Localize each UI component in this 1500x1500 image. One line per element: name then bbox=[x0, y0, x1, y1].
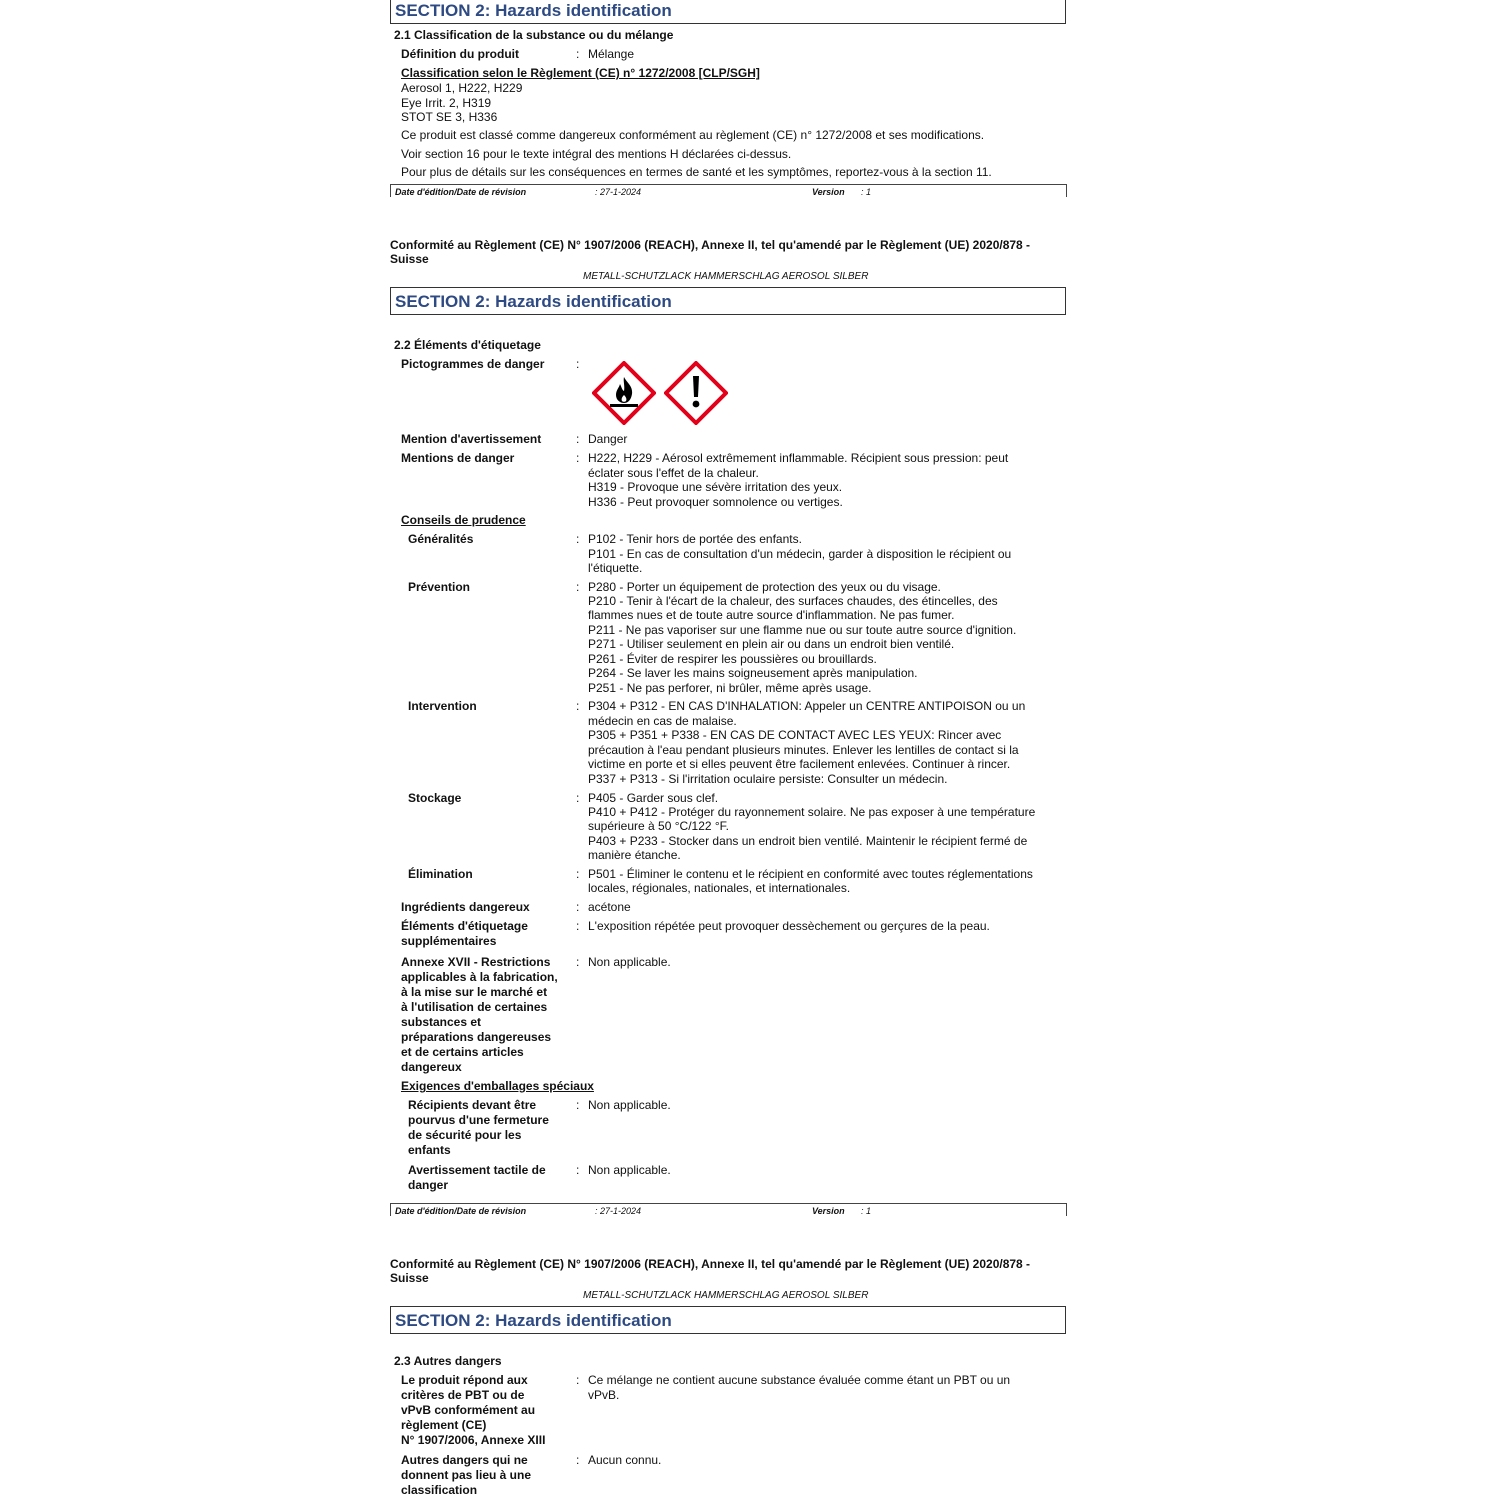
section-title-box bbox=[390, 287, 1066, 315]
section-title: SECTION 2: Hazards identification bbox=[395, 1311, 672, 1330]
regulation-header: Conformité au Règlement (CE) N° 1907/2006 (REACH), Annexe II, tel qu'amendé par le Règlement (UE) 2020/878 - Suisse bbox=[390, 238, 1031, 266]
tactile-warning-label: Avertissement tactile de bbox=[408, 1163, 546, 1177]
prevention-line: flammes nues et de toute autre source d'inflammation. Ne pas fumer. bbox=[588, 608, 955, 622]
pbt-criteria-label: vPvB conformément au bbox=[401, 1403, 536, 1417]
annex-xvii-label: et de certains articles bbox=[401, 1045, 524, 1059]
subsection-2-3-heading: 2.3 Autres dangers bbox=[394, 1354, 502, 1368]
supplementary-value: L'exposition répétée peut provoquer dessèchement ou gerçures de la peau. bbox=[588, 919, 990, 933]
colon: : bbox=[576, 580, 580, 594]
prevention-line: P264 - Se laver les mains soigneusement après manipulation. bbox=[588, 666, 918, 680]
colon: : bbox=[576, 432, 580, 446]
pbt-criteria-value: vPvB. bbox=[588, 1388, 620, 1402]
version-label: Version bbox=[812, 187, 845, 197]
pictograms-label: Pictogrammes de danger bbox=[401, 357, 545, 371]
storage-line: supérieure à 50 °C/122 °F. bbox=[588, 819, 730, 833]
intervention-line: P304 + P312 - EN CAS D'INHALATION: Appeler un CENTRE ANTIPOISON ou un bbox=[588, 699, 1026, 713]
annex-xvii-label: à la mise sur le marché et bbox=[401, 985, 548, 999]
hazardous-ingredients-value: acétone bbox=[588, 900, 631, 914]
product-definition-label: Définition du produit bbox=[401, 47, 519, 61]
general-line: P101 - En cas de consultation d'un médecin, garder à disposition le récipient ou bbox=[588, 547, 1012, 561]
prevention-line: P261 - Éviter de respirer les poussières ou brouillards. bbox=[588, 652, 877, 666]
hazard-statements-label: Mentions de danger bbox=[401, 451, 515, 465]
general-line: l'étiquette. bbox=[588, 561, 643, 575]
pbt-criteria-label: règlement (CE) bbox=[401, 1418, 487, 1432]
section-title-box bbox=[390, 1306, 1066, 1334]
tactile-warning-label: danger bbox=[408, 1178, 449, 1192]
colon: : bbox=[576, 451, 580, 465]
signal-word-value: Danger bbox=[588, 432, 628, 446]
storage-line: manière étanche. bbox=[588, 848, 681, 862]
flame-pictogram-icon bbox=[592, 361, 656, 425]
supplementary-label: supplémentaires bbox=[401, 934, 497, 948]
revision-date-label: Date d'édition/Date de révision bbox=[395, 187, 527, 197]
hazard-statement-line: éclater sous l'effet de la chaleur. bbox=[588, 466, 759, 480]
colon: : bbox=[576, 1373, 580, 1387]
classification-item: STOT SE 3, H336 bbox=[401, 110, 498, 124]
precautionary-heading: Conseils de prudence bbox=[401, 513, 526, 527]
product-name: METALL-SCHUTZLACK HAMMERSCHLAG AEROSOL SILBER bbox=[583, 1290, 869, 1301]
intervention-label: Intervention bbox=[408, 699, 477, 713]
prevention-line: P280 - Porter un équipement de protection des yeux ou du visage. bbox=[588, 580, 941, 594]
intervention-line: P305 + P351 + P338 - EN CAS DE CONTACT AVEC LES YEUX: Rincer avec bbox=[588, 728, 1002, 742]
pbt-criteria-value: Ce mélange ne contient aucune substance évaluée comme étant un PBT ou un bbox=[588, 1373, 1011, 1387]
other-hazards-label: donnent pas lieu à une bbox=[401, 1468, 532, 1482]
annex-xvii-label: applicables à la fabrication, bbox=[401, 970, 558, 984]
prevention-line: P211 - Ne pas vaporiser sur une flamme nue ou sur toute autre source d'ignition. bbox=[588, 623, 1017, 637]
signal-word-label: Mention d'avertissement bbox=[401, 432, 542, 446]
hazard-statement-line: H336 - Peut provoquer somnolence ou vertiges. bbox=[588, 495, 843, 509]
colon: : bbox=[576, 699, 580, 713]
storage-line: P405 - Garder sous clef. bbox=[588, 791, 719, 805]
pbt-criteria-label: N° 1907/2006, Annexe XIII bbox=[401, 1433, 546, 1447]
annex-xvii-label: dangereux bbox=[401, 1060, 462, 1074]
page-footer bbox=[390, 1203, 1067, 1216]
colon: : bbox=[576, 955, 580, 969]
exclamation-pictogram-icon bbox=[664, 361, 728, 425]
disposal-line: P501 - Éliminer le contenu et le récipient en conformité avec toutes réglementations bbox=[588, 867, 1033, 881]
annex-xvii-label: à l'utilisation de certaines bbox=[401, 1000, 548, 1014]
colon: : bbox=[576, 867, 580, 881]
version-label: Version bbox=[812, 1206, 845, 1216]
colon: : bbox=[576, 1163, 580, 1177]
pbt-criteria-label: Le produit répond aux bbox=[401, 1373, 528, 1387]
colon: : bbox=[576, 1453, 580, 1467]
product-definition-value: Mélange bbox=[588, 47, 635, 61]
pbt-criteria-label: critères de PBT ou de bbox=[401, 1388, 525, 1402]
classification-heading: Classification selon le Règlement (CE) n° 1272/2008 [CLP/SGH] bbox=[401, 66, 760, 80]
annex-xvii-label: substances et bbox=[401, 1015, 482, 1029]
other-hazards-label: classification bbox=[401, 1483, 478, 1497]
disposal-line: locales, régionales, nationales, et internationales. bbox=[588, 881, 851, 895]
page-footer bbox=[390, 184, 1067, 197]
storage-line: P403 + P233 - Stocker dans un endroit bien ventilé. Maintenir le récipient fermé de bbox=[588, 834, 1028, 848]
colon: : bbox=[576, 357, 580, 371]
revision-date-value: : 27-1-2024 bbox=[595, 1206, 642, 1216]
health-effects-note: Pour plus de détails sur les conséquences en termes de santé et les symptômes, reportez-vous à la section 11. bbox=[401, 165, 992, 179]
colon: : bbox=[576, 900, 580, 914]
h-statements-note: Voir section 16 pour le texte intégral des mentions H déclarées ci-dessus. bbox=[401, 147, 792, 161]
supplementary-label: Éléments d'étiquetage bbox=[401, 919, 528, 933]
colon: : bbox=[576, 919, 580, 933]
section-title: SECTION 2: Hazards identification bbox=[395, 292, 672, 311]
storage-label: Stockage bbox=[408, 791, 462, 805]
annex-xvii-label: Annexe XVII - Restrictions bbox=[401, 955, 551, 969]
version-value: : 1 bbox=[861, 187, 872, 197]
prevention-line: P210 - Tenir à l'écart de la chaleur, des surfaces chaudes, des étincelles, des bbox=[588, 594, 998, 608]
regulation-header: Conformité au Règlement (CE) N° 1907/2006 (REACH), Annexe II, tel qu'amendé par le Règlement (UE) 2020/878 - Suisse bbox=[390, 1257, 1031, 1285]
prevention-label: Prévention bbox=[408, 580, 471, 594]
subsection-2-1-heading: 2.1 Classification de la substance ou du mélange bbox=[394, 28, 674, 42]
annex-xvii-value: Non applicable. bbox=[588, 955, 671, 969]
intervention-line: précaution à l'eau pendant plusieurs minutes. Enlever les lentilles de contact si la bbox=[588, 743, 1019, 757]
intervention-line: P337 + P313 - Si l'irritation oculaire persiste: Consulter un médecin. bbox=[588, 772, 948, 786]
classification-item: Eye Irrit. 2, H319 bbox=[401, 96, 492, 110]
other-hazards-value: Aucun connu. bbox=[588, 1453, 662, 1467]
annex-xvii-label: préparations dangereuses bbox=[401, 1030, 552, 1044]
prevention-line: P271 - Utiliser seulement en plein air ou dans un endroit bien ventilé. bbox=[588, 637, 955, 651]
version-value: : 1 bbox=[861, 1206, 872, 1216]
child-closure-label: pourvus d'une fermeture bbox=[408, 1113, 549, 1127]
hazard-statement-line: H222, H229 - Aérosol extrêmement inflammable. Récipient sous pression: peut bbox=[588, 451, 1009, 465]
classification-note: Ce produit est classé comme dangereux conformément au règlement (CE) n° 1272/2008 et ses modifications. bbox=[401, 128, 985, 142]
general-line: P102 - Tenir hors de portée des enfants. bbox=[588, 532, 802, 546]
colon: : bbox=[576, 532, 580, 546]
child-closure-label: enfants bbox=[408, 1143, 451, 1157]
storage-line: P410 + P412 - Protéger du rayonnement solaire. Ne pas exposer à une température bbox=[588, 805, 1036, 819]
tactile-warning-value: Non applicable. bbox=[588, 1163, 671, 1177]
general-label: Généralités bbox=[408, 532, 474, 546]
hazard-statement-line: H319 - Provoque une sévère irritation des yeux. bbox=[588, 480, 843, 494]
revision-date-value: : 27-1-2024 bbox=[595, 187, 642, 197]
product-name: METALL-SCHUTZLACK HAMMERSCHLAG AEROSOL SILBER bbox=[583, 271, 869, 282]
section-title: SECTION 2: Hazards identification bbox=[395, 1, 672, 20]
disposal-label: Élimination bbox=[408, 867, 473, 881]
revision-date-label: Date d'édition/Date de révision bbox=[395, 1206, 527, 1216]
child-closure-label: de sécurité pour les bbox=[408, 1128, 522, 1142]
colon: : bbox=[576, 791, 580, 805]
intervention-line: médecin en cas de malaise. bbox=[588, 714, 737, 728]
prevention-line: P251 - Ne pas perforer, ni brûler, même après usage. bbox=[588, 681, 872, 695]
child-closure-value: Non applicable. bbox=[588, 1098, 671, 1112]
classification-item: Aerosol 1, H222, H229 bbox=[401, 81, 523, 95]
hazardous-ingredients-label: Ingrédients dangereux bbox=[401, 900, 530, 914]
subsection-2-2-heading: 2.2 Éléments d'étiquetage bbox=[394, 338, 541, 352]
intervention-line: victime en porte et si elles peuvent être facilement enlevées. Continuer à rincer. bbox=[588, 757, 1011, 771]
colon: : bbox=[576, 1098, 580, 1112]
section-title-box bbox=[390, 0, 1066, 24]
child-closure-label: Récipients devant être bbox=[408, 1098, 537, 1112]
packaging-heading: Exigences d'emballages spéciaux bbox=[401, 1079, 594, 1093]
other-hazards-label: Autres dangers qui ne bbox=[401, 1453, 528, 1467]
colon: : bbox=[576, 47, 580, 61]
